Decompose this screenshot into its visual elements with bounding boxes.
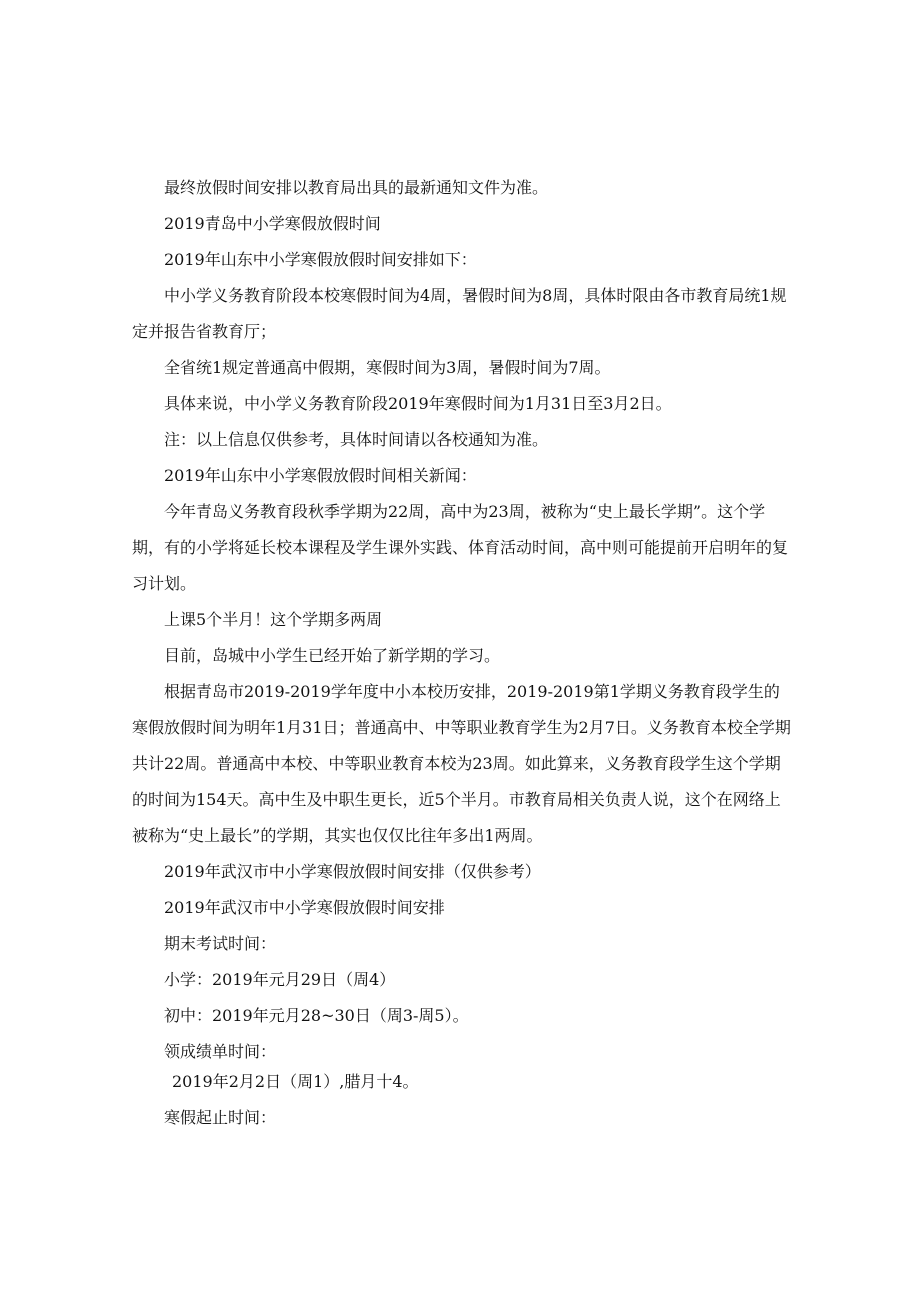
heading-related-news: 2019年山东中小学寒假放假时间相关新闻： <box>164 466 477 485</box>
label-winter-break-dates: 寒假起止时间： <box>164 1108 277 1127</box>
paragraph-note: 注：以上信息仅供参考，具体时间请以各校通知为准。 <box>164 430 549 449</box>
label-final-exam-time: 期末考试时间： <box>164 934 277 953</box>
paragraph-specific-dates: 具体来说，中小学义务教育阶段2019年寒假时间为1月31日至3月2日。 <box>164 394 672 413</box>
heading-five-and-half-months: 上课5个半月！这个学期多两周 <box>164 610 383 629</box>
paragraph-high-school: 全省统1规定普通高中假期，寒假时间为3周，暑假时间为7周。 <box>164 358 611 377</box>
heading-shandong-schedule: 2019年山东中小学寒假放假时间安排如下： <box>164 250 477 269</box>
document-body <box>132 170 792 1136</box>
heading-wuhan-reference: 2019年武汉市中小学寒假放假时间安排（仅供参考） <box>164 862 541 881</box>
paragraph-report-card-date: 2019年2月2日（周1）,腊月十4。 <box>172 1072 419 1091</box>
paragraph-new-semester: 目前，岛城中小学生已经开始了新学期的学习。 <box>164 646 501 665</box>
heading-wuhan-schedule: 2019年武汉市中小学寒假放假时间安排 <box>164 898 445 917</box>
paragraph-school-calendar: 根据青岛市2019-2019学年度中小本校历安排，2019-2019第1学期义务教育段学生的寒假放假时间为明年1月31日；普通高中、中等职业教育学生为2月7日。义务教育本校全学期共计22周。普通高中本校、中等职业教育本校为23周。如此算来，义务教育段学生这个学期的时间为154天。高中生及中职生更长，近5个半月。市教育局相关负责人说，这个在网络上被称为“史上最长”的学期，其实也仅仅比往年多出1两周。 <box>132 682 791 845</box>
paragraph-notice: 最终放假时间安排以教育局出具的最新通知文件为准。 <box>164 178 549 197</box>
paragraph-longest-semester: 今年青岛义务教育段秋季学期为22周，高中为23周，被称为“史上最长学期”。这个学期，有的小学将延长校本课程及学生课外实践、体育活动时间，高中则可能提前开启明年的复习计划。 <box>132 502 789 593</box>
label-report-card-time: 领成绩单时间： <box>164 1042 277 1061</box>
heading-qingdao-winter-break: 2019青岛中小学寒假放假时间 <box>164 214 381 233</box>
paragraph-compulsory-education: 中小学义务教育阶段本校寒假时间为4周，暑假时间为8周，具体时限由各市教育局统1规定并报告省教育厅； <box>132 286 787 341</box>
paragraph-primary-exam: 小学：2019年元月29日（周4） <box>164 970 396 989</box>
paragraph-junior-exam: 初中：2019年元月28~30日（周3-周5）。 <box>164 1006 469 1025</box>
